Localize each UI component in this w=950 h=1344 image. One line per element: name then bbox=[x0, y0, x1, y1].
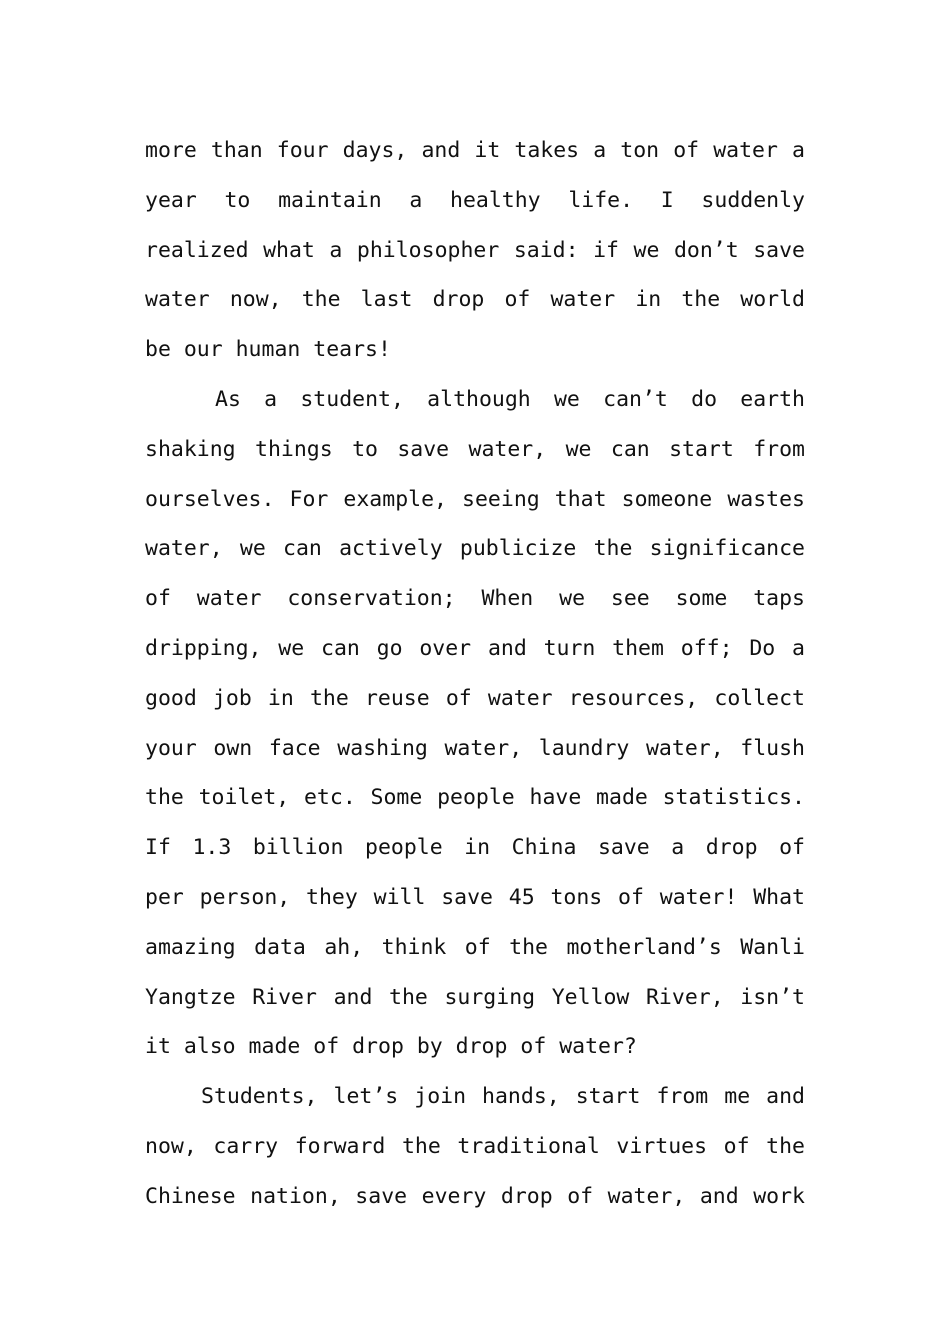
text-line: of water conservation; When we see some taps bbox=[145, 586, 805, 612]
text-line: water now, the last drop of water in the world bbox=[145, 287, 805, 313]
text-line: your own face washing water, laundry water, flush bbox=[145, 735, 805, 761]
paragraph-1 bbox=[145, 126, 805, 375]
text-line: good job in the reuse of water resources, collect bbox=[145, 685, 805, 711]
text-line: now, carry forward the traditional virtues of the bbox=[145, 1133, 805, 1159]
paragraph-3 bbox=[145, 1072, 805, 1221]
text-line: As a student, although we can’t do earth bbox=[215, 386, 805, 412]
text-line: If 1.3 billion people in China save a drop of bbox=[145, 835, 805, 861]
text-line: year to maintain a healthy life. I suddenly bbox=[145, 187, 805, 213]
body-text bbox=[145, 126, 805, 1222]
text-line: realized what a philosopher said: if we don’t save bbox=[145, 237, 805, 263]
text-line: Students, let’s join hands, start from me and bbox=[201, 1084, 805, 1110]
text-line: Yangtze River and the surging Yellow River, isn’t bbox=[145, 984, 805, 1010]
text-line: dripping, we can go over and turn them off; Do a bbox=[145, 635, 805, 661]
text-line: Chinese nation, save every drop of water, and work bbox=[145, 1183, 805, 1209]
paragraph-2 bbox=[145, 375, 805, 1072]
text-line: per person, they will save 45 tons of water! What bbox=[145, 884, 805, 910]
text-line: water, we can actively publicize the significance bbox=[145, 536, 805, 562]
text-line: it also made of drop by drop of water? bbox=[145, 1034, 637, 1060]
text-line: the toilet, etc. Some people have made statistics. bbox=[145, 785, 805, 811]
text-line: more than four days, and it takes a ton of water a bbox=[145, 138, 805, 163]
text-line: amazing data ah, think of the motherland’s Wanli bbox=[145, 934, 805, 960]
text-line: shaking things to save water, we can start from bbox=[145, 436, 805, 462]
text-line: ourselves. For example, seeing that someone wastes bbox=[145, 486, 805, 512]
text-line: be our human tears! bbox=[145, 337, 391, 363]
